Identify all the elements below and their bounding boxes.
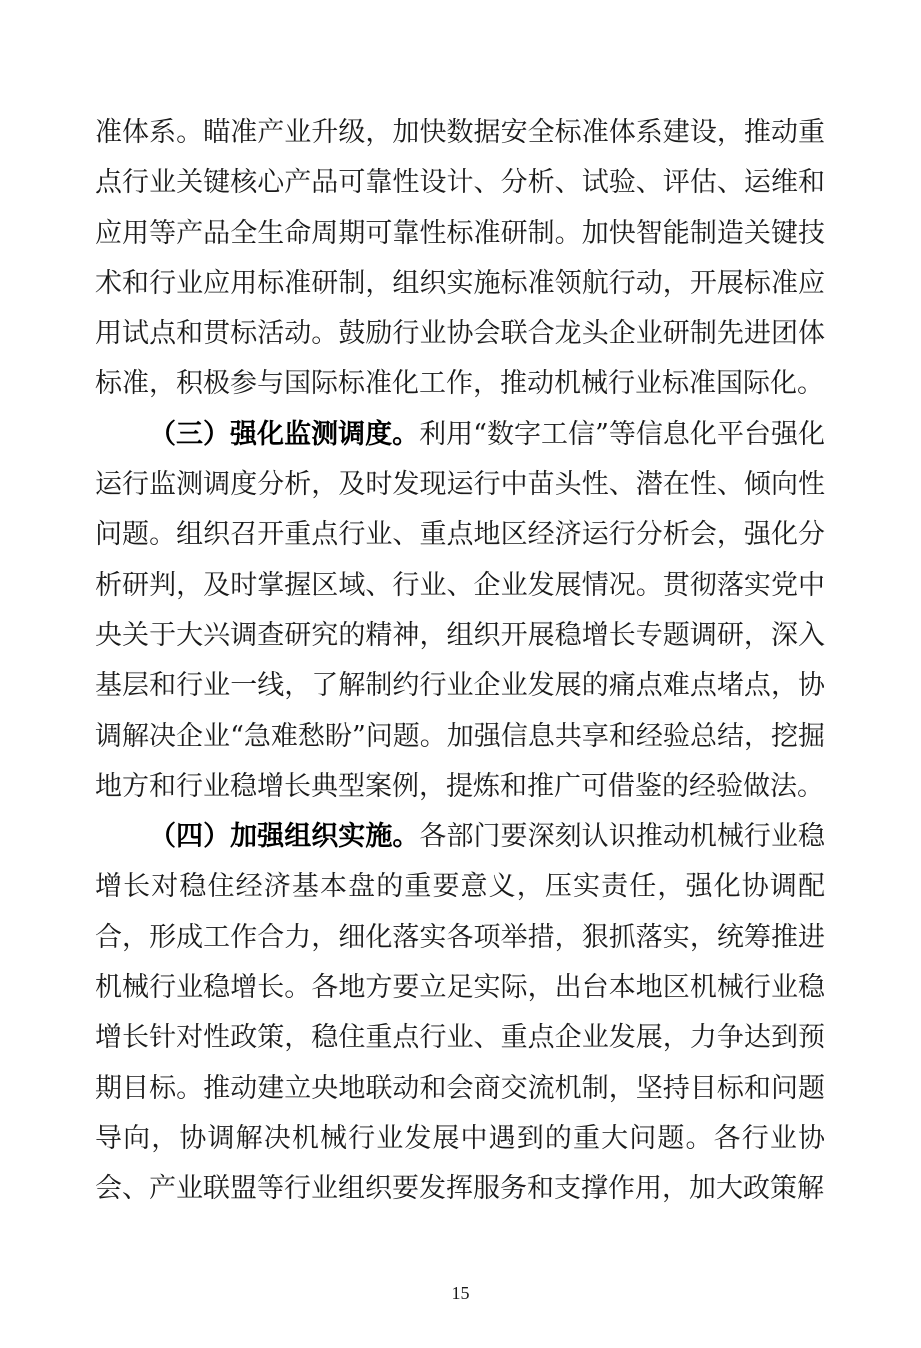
paragraph-standards-continued (95, 108, 825, 410)
paragraph-monitoring (95, 410, 825, 812)
paragraph-text: 准体系。瞄准产业升级，加快数据安全标准体系建设，推动重点行业关键核心产品可靠性设计、分析、试验、评估、运维和应用等产品全生命周期可靠性标准研制。加快智能制造关键技术和行业应用标准研制，组织实施标准领航行动，开展标准应用试点和贯标活动。鼓励行业协会联合龙头企业研制先进团体标准，积极参与国际标准化工作，推动机械行业标准国际化。 (95, 117, 825, 400)
document-body (95, 108, 825, 1215)
paragraph-text: 利用“数字工信”等信息化平台强化运行监测调度分析，及时发现运行中苗头性、潜在性、倾向性问题。组织召开重点行业、重点地区经济运行分析会，强化分析研判，及时掌握区域、行业、企业发展情况。贯彻落实党中央关于大兴调查研究的精神，组织开展稳增长专题调研，深入基层和行业一线，了解制约行业企业发展的痛点难点堵点，协调解决企业“急难愁盼”问题。加强信息共享和经验总结，挖掘地方和行业稳增长典型案例，提炼和推广可借鉴的经验做法。 (95, 418, 825, 802)
paragraph-text: 各部门要深刻认识推动机械行业稳增长对稳住经济基本盘的重要意义，压实责任，强化协调配合，形成工作合力，细化落实各项举措，狠抓落实，统筹推进机械行业稳增长。各地方要立足实际，出台本地区机械行业稳增长针对性政策，稳住重点行业、重点企业发展，力争达到预期目标。推动建立央地联动和会商交流机制，坚持目标和问题导向，协调解决机械行业发展中遇到的重大问题。各行业协会、产业联盟等行业组织要发挥服务和支撑作用，加大政策解 (95, 821, 826, 1205)
page-number: 15 (451, 1283, 470, 1303)
section-heading-organization: （四）加强组织实施。 (149, 821, 420, 853)
section-heading-monitoring: （三）强化监测调度。 (149, 418, 420, 450)
paragraph-organization (95, 812, 825, 1214)
